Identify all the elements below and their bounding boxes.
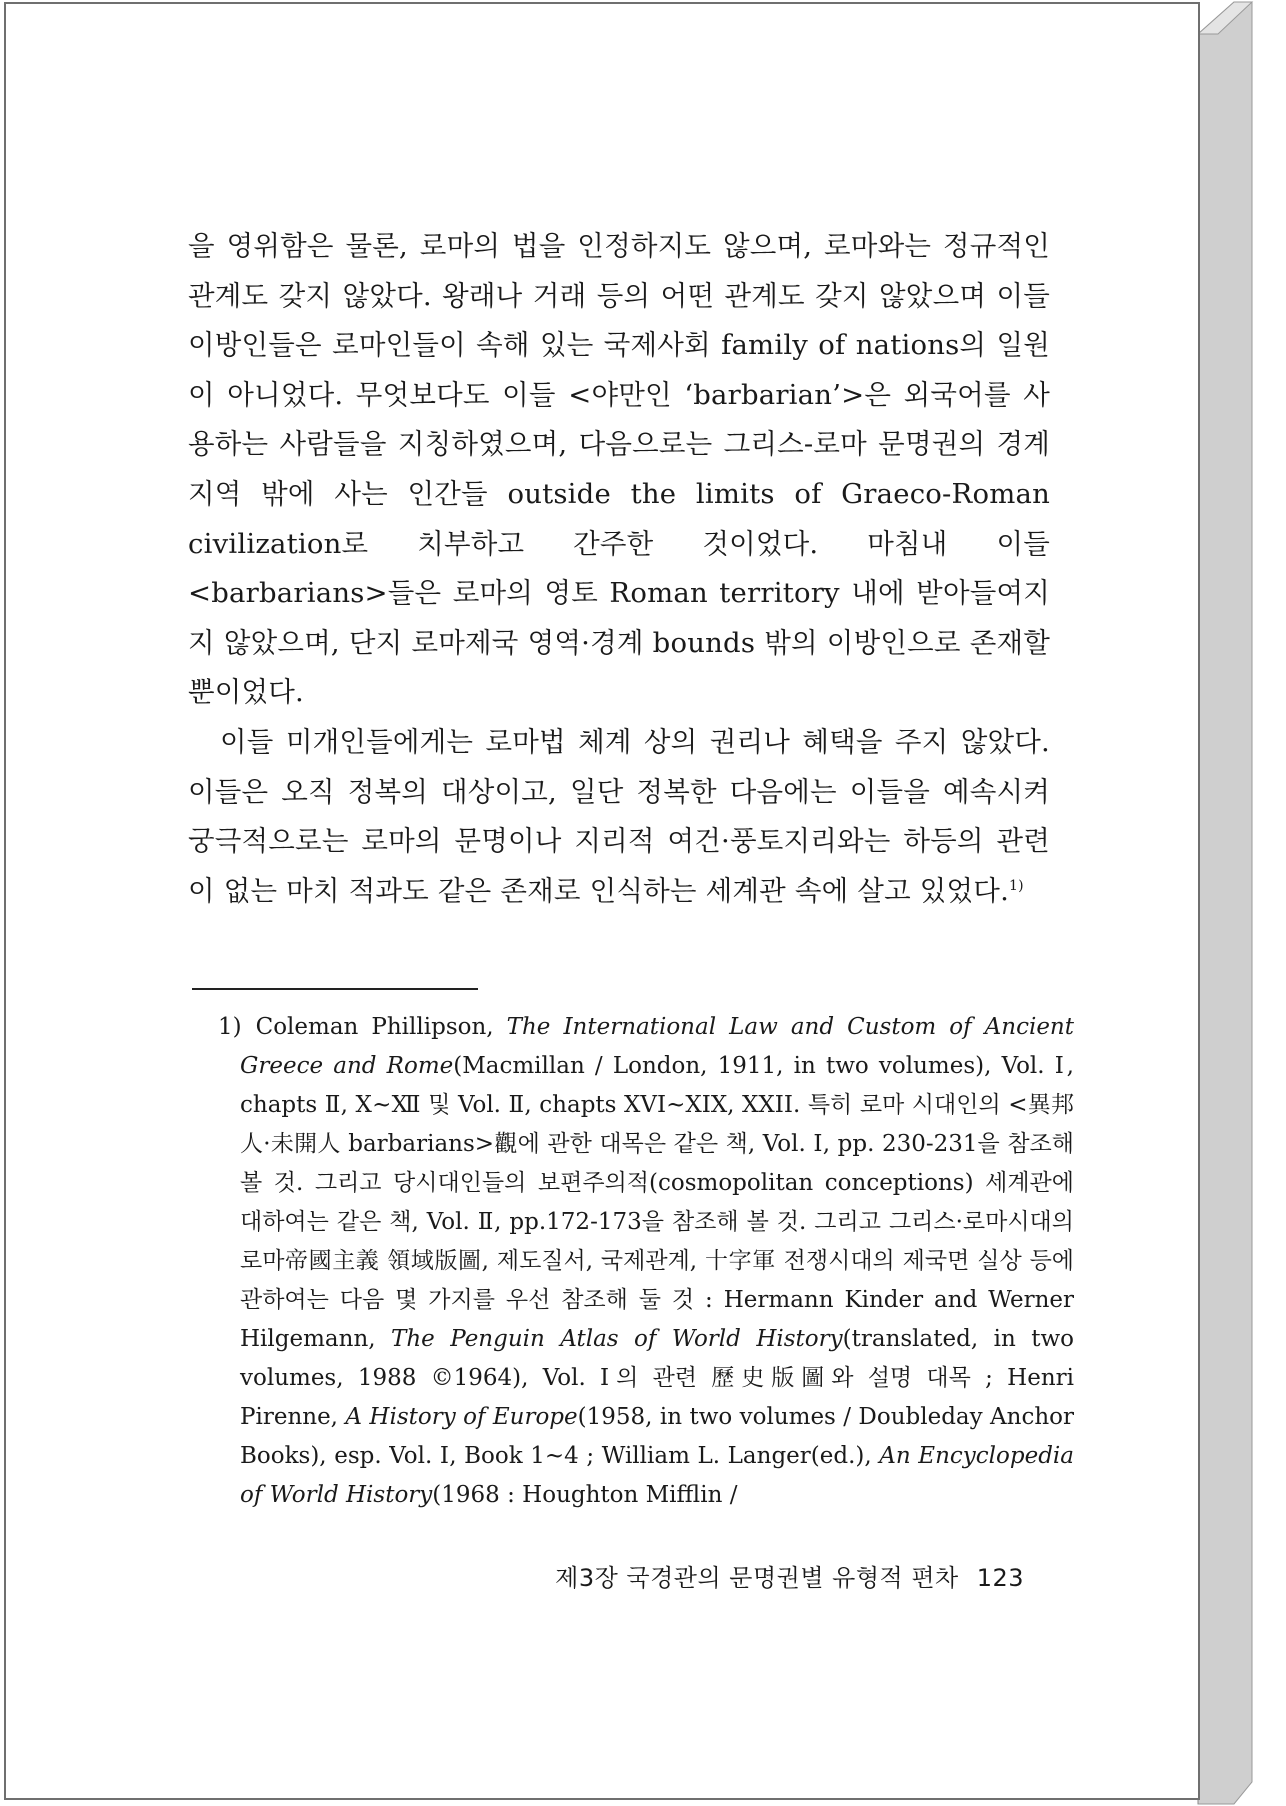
- paragraph-text: 이들 미개인들에게는 로마법 체계 상의 권리나 혜택을 주지 않았다. 이들은 오직 정복의 대상이고, 일단 정복한 다음에는 이들을 예속시켜 궁극적으로는 로마의 문명이나 지리적 여건·풍토지리와는 하등의 관련이 없는 마치 적과도 같은 존재로 인식하는 세계관 속에 살고 있었다.: [188, 725, 1050, 907]
- book-title: The International Law and Custom of Ancient Greece and Rome: [240, 1014, 1074, 1079]
- footnote-separator: [192, 988, 478, 990]
- page-number: 123: [976, 1564, 1024, 1592]
- book-title: A History of Europe: [345, 1404, 578, 1430]
- running-footer: [555, 1558, 1024, 1593]
- footnote: [218, 1008, 1074, 1515]
- book-title: An Encyclopedia of World History: [240, 1443, 1074, 1508]
- footnote-reference[interactable]: 1): [1009, 877, 1024, 894]
- footnote-text: (1968 : Houghton Mifflin /: [432, 1482, 738, 1508]
- footnote-marker: 1): [218, 1014, 242, 1040]
- footnote-text: (translated, in two volumes, 1988 ©1964), Vol. Ⅰ의 관련 歷史版圖와 설명 대목 ; Henri Pirenne,: [240, 1326, 1074, 1430]
- footnote-text: Coleman Phillipson,: [255, 1014, 507, 1040]
- main-text: [188, 222, 1050, 916]
- footnote-text: (1958, in two volumes / Doubleday Anchor Books), esp. Vol. Ⅰ, Book 1~4 ; William L. Langer(ed.),: [240, 1404, 1075, 1469]
- footnote-text: (Macmillan / London, 1911, in two volumes), Vol. Ⅰ, chapts Ⅱ, Ⅹ~Ⅻ 및 Vol. Ⅱ, chapts XVI~XIX, XXII. 특히 로마 시대인의 <異邦人·未開人 barbarians>觀에 관한 대목은 같은 책, Vol. Ⅰ, pp. 230-231을 참조해 볼 것. 그리고 당시대인들의 보편주의적(cosmopolitan conceptions) 세계관에 대하여는 같은 책, Vol. Ⅱ, pp.172-173을 참조해 볼 것. 그리고 그리스·로마시대의 로마帝國主義 領域版圖, 제도질서, 국제관계, 十字軍 전쟁시대의 제국면 실상 등에 관하여는 다음 몇 가지를 우선 참조해 둘 것 : Hermann Kinder and Werner Hilgemann,: [240, 1053, 1074, 1352]
- chapter-title: 제3장 국경관의 문명권별 유형적 편차: [555, 1564, 959, 1592]
- book-title: The Penguin Atlas of World History: [391, 1326, 843, 1352]
- paragraph: [188, 718, 1050, 916]
- paragraph: 을 영위함은 물론, 로마의 법을 인정하지도 않으며, 로마와는 정규적인 관계도 갖지 않았다. 왕래나 거래 등의 어떤 관계도 갖지 않았으며 이들 이방인들은 로마인들이 속해 있는 국제사회 family of nations의 일원이 아니었다. 무엇보다도 이들 <야만인 ‘barbarian’>은 외국어를 사용하는 사람들을 지칭하였으며, 다음으로는 그리스-로마 문명권의 경계 지역 밖에 사는 인간들 outside the limits of Graeco-Roman civilization로 치부하고 간주한 것이었다. 마침내 이들 <barbarians>들은 로마의 영토 Roman territory 내에 받아들여지지 않았으며, 단지 로마제국 영역·경계 bounds 밖의 이방인으로 존재할 뿐이었다.: [188, 230, 1050, 709]
